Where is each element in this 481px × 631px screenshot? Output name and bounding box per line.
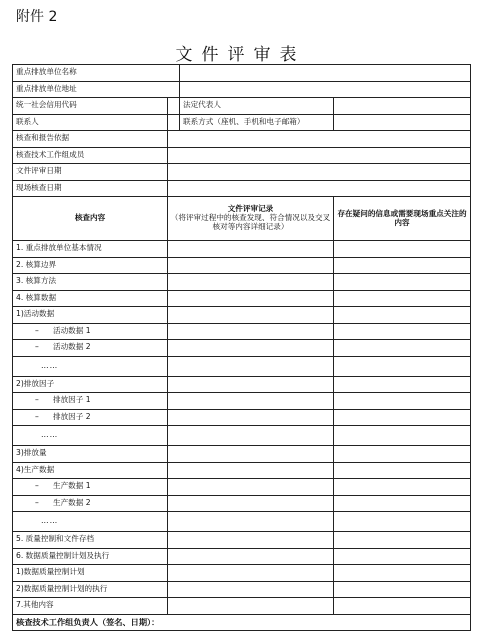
table-row <box>13 356 471 376</box>
doubt-cell[interactable] <box>334 356 471 376</box>
table-row <box>13 81 471 98</box>
record-cell[interactable] <box>168 356 334 376</box>
table-row <box>13 548 471 565</box>
value-legal-rep[interactable] <box>334 98 471 115</box>
item-dq-plan: 1)数据质量控制计划 <box>13 565 168 582</box>
table-row <box>13 257 471 274</box>
header-record-note: （将评审过程中的核查发现、符合情况以及交叉核对等内容详细记录） <box>170 213 331 231</box>
item-emissions: 3)排放量 <box>13 446 168 463</box>
table-row <box>13 512 471 532</box>
value-org-name[interactable] <box>180 65 471 82</box>
item-label: 生产数据 1 <box>53 481 91 491</box>
table-row <box>13 598 471 615</box>
table-row <box>13 495 471 512</box>
dash-mark: – <box>35 497 39 507</box>
item-other: 7.其他内容 <box>13 598 168 615</box>
doubt-cell[interactable] <box>334 565 471 582</box>
item-data: 4. 核算数据 <box>13 290 168 307</box>
record-cell[interactable] <box>168 598 334 615</box>
label-review-date: 文件评审日期 <box>13 164 168 181</box>
value-credit-code[interactable] <box>168 98 180 115</box>
item-production-data-1 <box>13 479 168 496</box>
doubt-cell[interactable] <box>334 462 471 479</box>
table-row <box>13 462 471 479</box>
item-label: 排放因子 1 <box>53 395 91 405</box>
item-activity-data-2 <box>13 340 168 357</box>
item-emission-factor-2 <box>13 409 168 426</box>
doubt-cell[interactable] <box>334 409 471 426</box>
doubt-cell[interactable] <box>334 479 471 496</box>
table-row <box>13 393 471 410</box>
table-row <box>13 376 471 393</box>
table-row <box>13 147 471 164</box>
item-dq-plan-execution: 6. 数据质量控制计划及执行 <box>13 548 168 565</box>
record-cell[interactable] <box>168 426 334 446</box>
table-row <box>13 479 471 496</box>
value-team[interactable] <box>168 147 471 164</box>
table-row <box>13 532 471 549</box>
table-row <box>13 340 471 357</box>
label-basis: 核查和报告依据 <box>13 131 168 148</box>
dash-mark: – <box>35 395 39 405</box>
doubt-cell[interactable] <box>334 257 471 274</box>
doubt-cell[interactable] <box>334 340 471 357</box>
record-cell[interactable] <box>168 548 334 565</box>
record-cell[interactable] <box>168 323 334 340</box>
item-ellipsis: …… <box>13 356 168 376</box>
doubt-cell[interactable] <box>334 512 471 532</box>
value-site-date[interactable] <box>168 180 471 197</box>
table-row <box>13 164 471 181</box>
record-cell[interactable] <box>168 409 334 426</box>
record-cell[interactable] <box>168 495 334 512</box>
record-cell[interactable] <box>168 393 334 410</box>
table-row <box>13 98 471 115</box>
item-basic-info: 1. 重点排放单位基本情况 <box>13 241 168 258</box>
record-cell[interactable] <box>168 376 334 393</box>
table-row <box>13 180 471 197</box>
value-contact[interactable] <box>168 114 180 131</box>
label-site-date: 现场核查日期 <box>13 180 168 197</box>
signature-label[interactable]: 核查技术工作组负责人（签名、日期）： <box>13 614 471 631</box>
label-contact-method: 联系方式（座机、手机和电子邮箱） <box>180 114 334 131</box>
doubt-cell[interactable] <box>334 581 471 598</box>
table-row <box>13 290 471 307</box>
value-basis[interactable] <box>168 131 471 148</box>
label-legal-rep: 法定代表人 <box>180 98 334 115</box>
doubt-cell[interactable] <box>334 290 471 307</box>
doubt-cell[interactable] <box>334 446 471 463</box>
dash-mark: – <box>35 411 39 421</box>
table-row <box>13 241 471 258</box>
record-cell[interactable] <box>168 532 334 549</box>
item-boundary: 2. 核算边界 <box>13 257 168 274</box>
label-org-address: 重点排放单位地址 <box>13 81 180 98</box>
dash-mark: – <box>35 325 39 335</box>
record-cell[interactable] <box>168 479 334 496</box>
table-row <box>13 409 471 426</box>
header-content: 核查内容 <box>13 197 168 241</box>
table-row <box>13 65 471 82</box>
dash-mark: – <box>35 342 39 352</box>
record-cell[interactable] <box>168 290 334 307</box>
signature-row <box>13 614 471 631</box>
label-team: 核查技术工作组成员 <box>13 147 168 164</box>
item-label: 活动数据 2 <box>53 342 91 352</box>
item-quality-control: 5. 质量控制和文件存档 <box>13 532 168 549</box>
item-production-data-2 <box>13 495 168 512</box>
doubt-cell[interactable] <box>334 532 471 549</box>
item-method: 3. 核算方法 <box>13 274 168 291</box>
item-ellipsis: …… <box>13 512 168 532</box>
label-credit-code: 统一社会信用代码 <box>13 98 168 115</box>
header-doubt: 存在疑问的信息或需要现场重点关注的内容 <box>334 197 471 241</box>
table-row <box>13 307 471 324</box>
doubt-cell[interactable] <box>334 323 471 340</box>
header-record-title: 文件评审记录 <box>227 204 274 214</box>
table-row <box>13 274 471 291</box>
doubt-cell[interactable] <box>334 376 471 393</box>
doubt-cell[interactable] <box>334 598 471 615</box>
annex-label: 附件 2 <box>16 9 58 25</box>
record-cell[interactable] <box>168 462 334 479</box>
record-cell[interactable] <box>168 512 334 532</box>
record-cell[interactable] <box>168 274 334 291</box>
item-label: 生产数据 2 <box>53 497 91 507</box>
header-record <box>168 197 334 241</box>
record-cell[interactable] <box>168 446 334 463</box>
table-row <box>13 131 471 148</box>
item-emission-factor-1 <box>13 393 168 410</box>
table-row <box>13 426 471 446</box>
label-org-name: 重点排放单位名称 <box>13 65 180 82</box>
table-row <box>13 446 471 463</box>
value-contact-method[interactable] <box>334 114 471 131</box>
doubt-cell[interactable] <box>334 426 471 446</box>
review-form-table <box>12 64 471 631</box>
item-activity-data: 1)活动数据 <box>13 307 168 324</box>
record-cell[interactable] <box>168 340 334 357</box>
table-row <box>13 114 471 131</box>
item-production-data: 4)生产数据 <box>13 462 168 479</box>
doubt-cell[interactable] <box>334 307 471 324</box>
page-title: 文件评审表 <box>175 45 306 65</box>
label-contact: 联系人 <box>13 114 168 131</box>
table-row <box>13 581 471 598</box>
doubt-cell[interactable] <box>334 393 471 410</box>
item-label: 活动数据 1 <box>53 325 91 335</box>
item-ellipsis: …… <box>13 426 168 446</box>
item-activity-data-1 <box>13 323 168 340</box>
doubt-cell[interactable] <box>334 548 471 565</box>
table-row <box>13 565 471 582</box>
item-dq-execution: 2)数据质量控制计划的执行 <box>13 581 168 598</box>
doubt-cell[interactable] <box>334 274 471 291</box>
table-row <box>13 323 471 340</box>
item-label: 排放因子 2 <box>53 411 91 421</box>
record-cell[interactable] <box>168 565 334 582</box>
record-cell[interactable] <box>168 581 334 598</box>
header-row <box>13 197 471 241</box>
dash-mark: – <box>35 481 39 491</box>
value-review-date[interactable] <box>168 164 471 181</box>
value-org-address[interactable] <box>180 81 471 98</box>
doubt-cell[interactable] <box>334 241 471 258</box>
record-cell[interactable] <box>168 257 334 274</box>
record-cell[interactable] <box>168 307 334 324</box>
doubt-cell[interactable] <box>334 495 471 512</box>
record-cell[interactable] <box>168 241 334 258</box>
item-emission-factor: 2)排放因子 <box>13 376 168 393</box>
